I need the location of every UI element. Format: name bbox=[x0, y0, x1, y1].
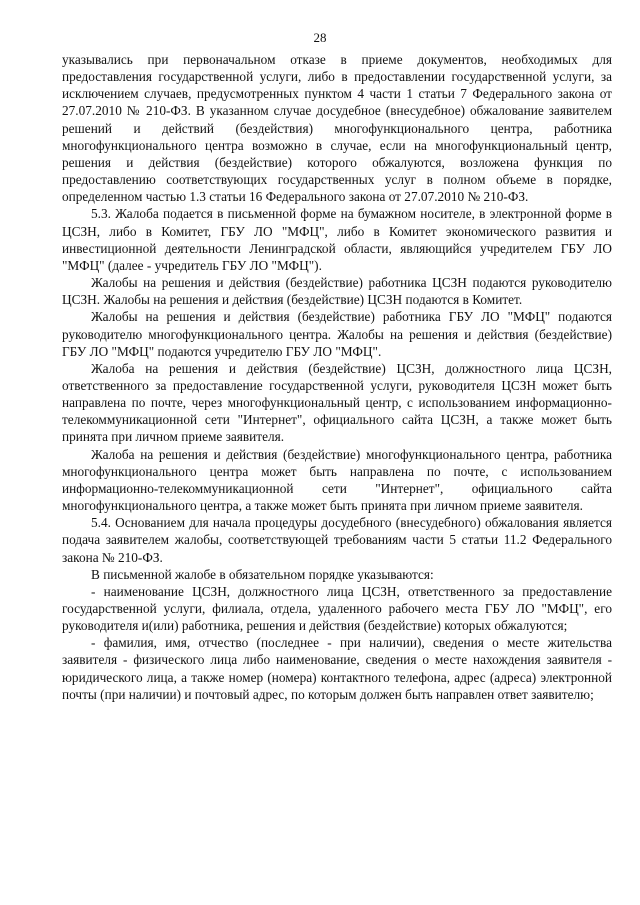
page-number: 28 bbox=[313, 30, 327, 45]
paragraph-complaint-mfc-channels: Жалоба на решения и действия (бездействие) многофункционального центра, работника многофункционального центра может быть направлена по почте, с использованием информационно-телекоммуникационной сети "Интернет", официального сайта многофункционального центра, а также может быть принята при личном приеме заявителя. bbox=[62, 446, 612, 514]
list-item-organization-name: - наименование ЦСЗН, должностного лица ЦСЗН, ответственного за предоставление государственной услуги, филиала, отдела, удаленного рабочего места ГБУ ЛО "МФЦ", его руководителя и(или) работника, решения и действия (бездействие) которых обжалуются; bbox=[62, 583, 612, 634]
document-body bbox=[62, 51, 612, 703]
paragraph-5-3: 5.3. Жалоба подается в письменной форме на бумажном носителе, в электронной форме в ЦСЗН, либо в Комитет, ГБУ ЛО "МФЦ", либо в Комитет экономического развития и инвестиционной деятельности Ленинградской области, являющийся учредителем ГБУ ЛО "МФЦ" (далее - учредитель ГБУ ЛО "МФЦ"). bbox=[62, 206, 612, 273]
list-item-applicant-details: - фамилия, имя, отчество (последнее - при наличии), сведения о месте жительства заявителя - физического лица либо наименование, сведения о месте нахождения заявителя - юридического лица, а также номер (номера) контактного телефона, адрес (адреса) электронной почты (при наличии) и почтовый адрес, по которым должен быть направлен ответ заявителю; bbox=[62, 635, 612, 702]
paragraph-continuation: указывались при первоначальном отказе в приеме документов, необходимых для предоставления государственной услуги, либо в предоставлении государственной услуги, за исключением случаев, предусмотренных пунктом 4 части 1 статьи 7 Федерального закона от 27.07.2010 № 210-ФЗ. В указанном случае досудебное (внесудебное) обжалование заявителем решений и действий (бездействия) многофункционального центра, работника многофункционального центра возможно в случае, если на многофункциональный центр, решения и действия (бездействие) которого обжалуются, возложена функция по предоставлению соответствующих государственных услуг в полном объеме в порядке, определенном частью 1.3 статьи 16 Федерального закона от 27.07.2010 № 210-ФЗ. bbox=[62, 52, 612, 205]
paragraph-complaints-mfc: Жалобы на решения и действия (бездействие) работника ГБУ ЛО "МФЦ" подаются руководителю многофункционального центра. Жалобы на решения и действия (бездействие) ГБУ ЛО "МФЦ" подаются учредителю ГБУ ЛО "МФЦ". bbox=[62, 309, 612, 359]
paragraph-required-items-intro: В письменной жалобе в обязательном порядке указываются: bbox=[91, 566, 434, 582]
paragraph-5-4: 5.4. Основанием для начала процедуры досудебного (внесудебного) обжалования является подача заявителем жалобы, соответствующей требованиям части 5 статьи 11.2 Федерального закона № 210-ФЗ. bbox=[62, 515, 612, 565]
paragraph-complaint-cszn-channels: Жалоба на решения и действия (бездействие) ЦСЗН, должностного лица ЦСЗН, ответственного за предоставление государственной услуги, руководителя ЦСЗН может быть направлена по почте, через многофункциональный центр, с использованием информационно-телекоммуникационной сети "Интернет", официального сайта ЦСЗН, а также может быть принята при личном приеме заявителя. bbox=[62, 360, 612, 445]
paragraph-complaints-cszn: Жалобы на решения и действия (бездействие) работника ЦСЗН подаются руководителю ЦСЗН. Жалобы на решения и действия (бездействие) ЦСЗН подаются в Комитет. bbox=[62, 275, 612, 308]
